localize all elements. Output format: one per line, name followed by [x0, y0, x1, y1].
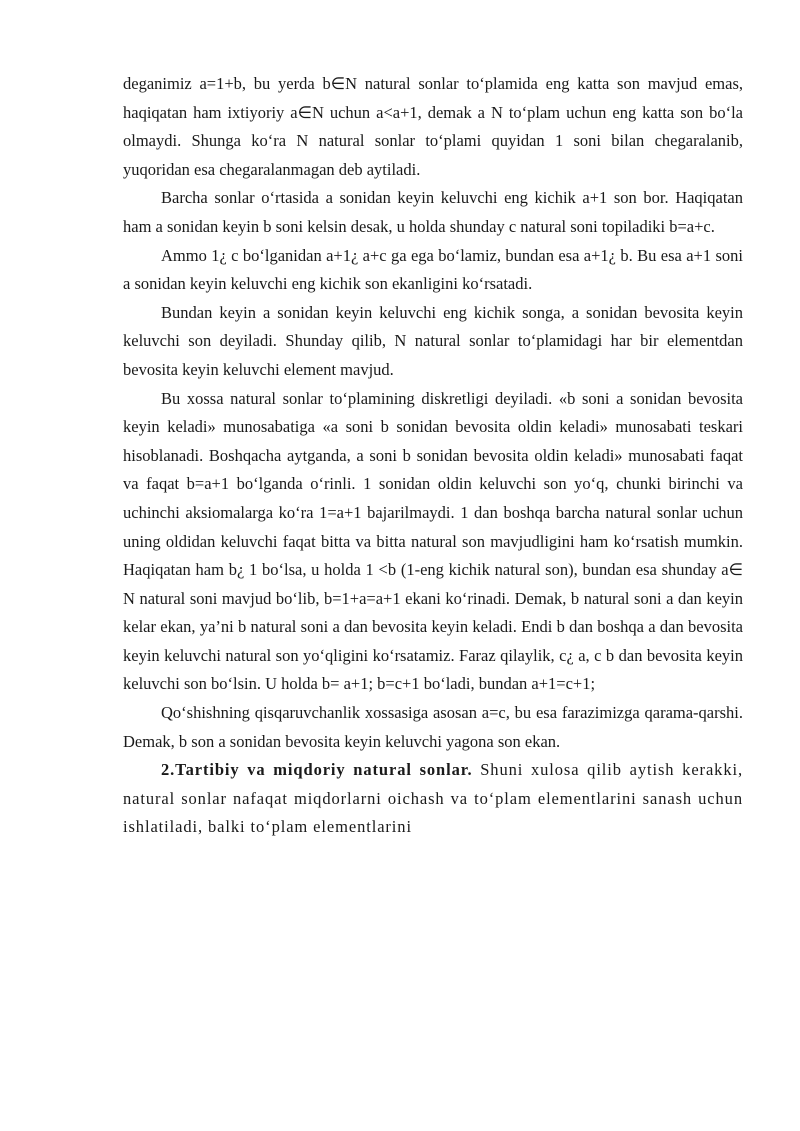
paragraph-5: Bu xossa natural sonlar to‘plamining diskretligi deyiladi. «b soni a sonidan bevosita keyin keladi» munosabatiga «a soni b sonidan bevosita oldin keladi» munosabati teskari hisoblanadi. Boshqacha aytganda, a soni b sonidan bevosita oldin keladi» munosabati faqat va faqat b=a+1 bo‘lganda o‘rinli. 1 sonidan oldin keluvchi son yo‘q, chunki birinchi va uchinchi aksiomalarga ko‘ra 1=a+1 bajarilmaydi. 1 dan boshqa barcha natural sonlar uchun uning oldidan keluvchi faqat bitta va bitta natural son mavjudligini ham ko‘rsatish mumkin. Haqiqatan ham b¿ 1 bo‘lsa, u holda 1 <b (1-eng kichik natural son), bundan esa shunday a∈ N natural soni mavjud bo‘lib, b=1+a=a+1 ekani ko‘rinadi. Demak, b natural soni a dan keyin kelar ekan, ya’ni b natural soni a dan bevosita keyin keladi. Endi b dan boshqa a dan bevosita keyin keluvchi natural son yo‘qligini ko‘rsatamiz. Faraz qilaylik, c¿ a, c b dan bevosita keyin keluvchi son bo‘lsin. U holda b= a+1; b=c+1 bo‘ladi, bundan a+1=c+1;	[123, 388, 743, 694]
paragraph-4: Bundan keyin a sonidan keyin keluvchi eng kichik songa, a sonidan bevosita keyin keluvchi son deyiladi. Shunday qilib, N natural sonlar to‘plamidagi har bir elementdan bevosita keyin keluvchi element mavjud.	[123, 302, 743, 379]
section-text: Shuni xulosa qilib aytish kerakki, natural sonlar nafaqat miqdorlarni oichash va to‘plam elementlarini sanash uchun ishlatiladi, balki to‘plam elementlarini	[123, 760, 743, 837]
paragraph-6: Qo‘shishning qisqaruvchanlik xossasiga asosan a=c, bu esa farazimizga qarama-qarshi. Demak, b son a sonidan bevosita keyin keluvchi yagona son ekan.	[123, 703, 743, 751]
document-page	[123, 70, 743, 842]
paragraph-3: Ammo 1¿ c bo‘lganidan a+1¿ a+c ga ega bo‘lamiz, bundan esa a+1¿ b. Bu esa a+1 soni a sonidan keyin keluvchi eng kichik son ekanligini ko‘rsatadi.	[123, 245, 743, 294]
section-heading: 2.Tartibiy va miqdoriy natural sonlar.	[161, 760, 473, 780]
paragraph-2: Barcha sonlar o‘rtasida a sonidan keyin keluvchi eng kichik a+1 son bor. Haqiqatan ham a sonidan keyin b soni kelsin desak, u holda shunday c natural soni topiladiki b=a+c.	[123, 188, 743, 236]
section-paragraph	[123, 756, 743, 842]
paragraph-1: deganimiz a=1+b, bu yerda b∈N natural sonlar to‘plamida eng katta son mavjud emas, haqiqatan ham ixtiyoriy a∈N uchun a<a+1, demak a N to‘plam uchun eng katta son bo‘la olmaydi. Shunga ko‘ra N natural sonlar to‘plami quyidan 1 soni bilan chegaralanib, yuqoridan esa chegaralanmagan deb aytiladi.	[123, 74, 743, 179]
